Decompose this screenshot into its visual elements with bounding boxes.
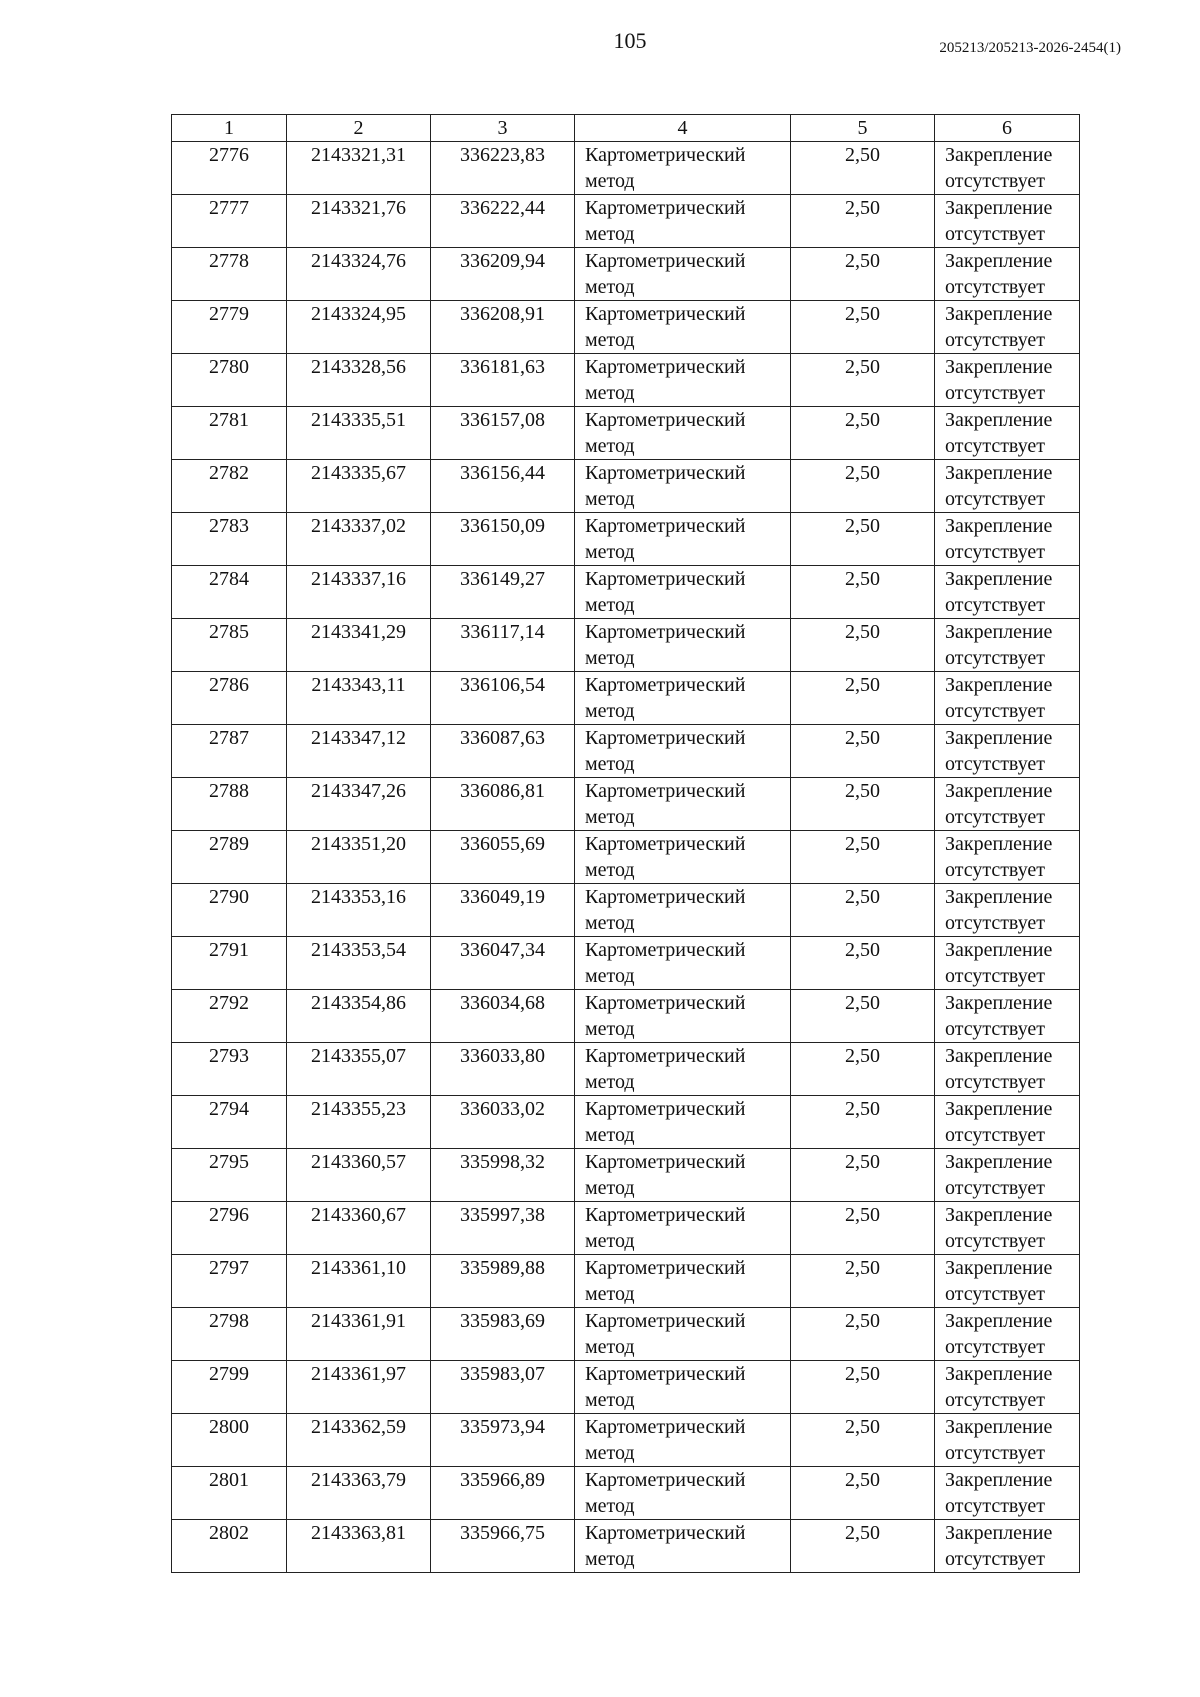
method-cell: Картометрический метод — [575, 1043, 791, 1096]
method-cell: Картометрический метод — [575, 1308, 791, 1361]
point-number-cell: 2781 — [172, 407, 287, 460]
method-cell: Картометрический метод — [575, 1361, 791, 1414]
method-cell: Картометрический метод — [575, 1096, 791, 1149]
accuracy-cell: 2,50 — [791, 301, 935, 354]
point-number-cell: 2782 — [172, 460, 287, 513]
table-row — [172, 1043, 1080, 1096]
y-coordinate-cell: 336034,68 — [431, 990, 575, 1043]
table-row — [172, 1467, 1080, 1520]
table-row — [172, 619, 1080, 672]
accuracy-cell: 2,50 — [791, 1361, 935, 1414]
fixing-cell: Закрепление отсутствует — [935, 248, 1080, 301]
accuracy-cell: 2,50 — [791, 1467, 935, 1520]
table-row — [172, 672, 1080, 725]
y-coordinate-cell: 336117,14 — [431, 619, 575, 672]
point-number-cell: 2793 — [172, 1043, 287, 1096]
method-cell: Картометрический метод — [575, 778, 791, 831]
point-number-cell: 2789 — [172, 831, 287, 884]
y-coordinate-cell: 335966,75 — [431, 1520, 575, 1573]
column-header: 2 — [287, 115, 431, 142]
x-coordinate-cell: 2143335,51 — [287, 407, 431, 460]
x-coordinate-cell: 2143324,95 — [287, 301, 431, 354]
x-coordinate-cell: 2143360,57 — [287, 1149, 431, 1202]
fixing-cell: Закрепление отсутствует — [935, 1467, 1080, 1520]
method-cell: Картометрический метод — [575, 513, 791, 566]
column-header: 3 — [431, 115, 575, 142]
x-coordinate-cell: 2143363,81 — [287, 1520, 431, 1573]
fixing-cell: Закрепление отсутствует — [935, 301, 1080, 354]
y-coordinate-cell: 336222,44 — [431, 195, 575, 248]
x-coordinate-cell: 2143353,16 — [287, 884, 431, 937]
table-row — [172, 937, 1080, 990]
table-body — [172, 142, 1080, 1573]
x-coordinate-cell: 2143337,16 — [287, 566, 431, 619]
method-cell: Картометрический метод — [575, 619, 791, 672]
y-coordinate-cell: 336086,81 — [431, 778, 575, 831]
point-number-cell: 2800 — [172, 1414, 287, 1467]
point-number-cell: 2795 — [172, 1149, 287, 1202]
point-number-cell: 2792 — [172, 990, 287, 1043]
y-coordinate-cell: 336223,83 — [431, 142, 575, 195]
method-cell: Картометрический метод — [575, 1467, 791, 1520]
fixing-cell: Закрепление отсутствует — [935, 354, 1080, 407]
fixing-cell: Закрепление отсутствует — [935, 1096, 1080, 1149]
fixing-cell: Закрепление отсутствует — [935, 937, 1080, 990]
y-coordinate-cell: 335973,94 — [431, 1414, 575, 1467]
table-row — [172, 1414, 1080, 1467]
table-row — [172, 566, 1080, 619]
x-coordinate-cell: 2143335,67 — [287, 460, 431, 513]
table-row — [172, 354, 1080, 407]
method-cell: Картометрический метод — [575, 672, 791, 725]
y-coordinate-cell: 336049,19 — [431, 884, 575, 937]
table-row — [172, 725, 1080, 778]
point-number-cell: 2783 — [172, 513, 287, 566]
x-coordinate-cell: 2143321,31 — [287, 142, 431, 195]
method-cell: Картометрический метод — [575, 248, 791, 301]
fixing-cell: Закрепление отсутствует — [935, 1202, 1080, 1255]
accuracy-cell: 2,50 — [791, 1096, 935, 1149]
table-row — [172, 248, 1080, 301]
x-coordinate-cell: 2143347,26 — [287, 778, 431, 831]
method-cell: Картометрический метод — [575, 831, 791, 884]
fixing-cell: Закрепление отсутствует — [935, 460, 1080, 513]
fixing-cell: Закрепление отсутствует — [935, 142, 1080, 195]
y-coordinate-cell: 336033,80 — [431, 1043, 575, 1096]
x-coordinate-cell: 2143355,23 — [287, 1096, 431, 1149]
x-coordinate-cell: 2143347,12 — [287, 725, 431, 778]
y-coordinate-cell: 335997,38 — [431, 1202, 575, 1255]
point-number-cell: 2787 — [172, 725, 287, 778]
method-cell: Картометрический метод — [575, 1149, 791, 1202]
y-coordinate-cell: 336087,63 — [431, 725, 575, 778]
accuracy-cell: 2,50 — [791, 195, 935, 248]
accuracy-cell: 2,50 — [791, 513, 935, 566]
fixing-cell: Закрепление отсутствует — [935, 619, 1080, 672]
fixing-cell: Закрепление отсутствует — [935, 513, 1080, 566]
x-coordinate-cell: 2143351,20 — [287, 831, 431, 884]
point-number-cell: 2796 — [172, 1202, 287, 1255]
coordinates-table — [171, 114, 1080, 1573]
accuracy-cell: 2,50 — [791, 1043, 935, 1096]
point-number-cell: 2799 — [172, 1361, 287, 1414]
y-coordinate-cell: 336208,91 — [431, 301, 575, 354]
method-cell: Картометрический метод — [575, 301, 791, 354]
y-coordinate-cell: 335966,89 — [431, 1467, 575, 1520]
table-row — [172, 831, 1080, 884]
point-number-cell: 2788 — [172, 778, 287, 831]
table-row — [172, 990, 1080, 1043]
table-row — [172, 513, 1080, 566]
accuracy-cell: 2,50 — [791, 1308, 935, 1361]
accuracy-cell: 2,50 — [791, 725, 935, 778]
table-row — [172, 1096, 1080, 1149]
y-coordinate-cell: 335983,07 — [431, 1361, 575, 1414]
method-cell: Картометрический метод — [575, 1255, 791, 1308]
point-number-cell: 2801 — [172, 1467, 287, 1520]
fixing-cell: Закрепление отсутствует — [935, 778, 1080, 831]
accuracy-cell: 2,50 — [791, 778, 935, 831]
y-coordinate-cell: 336149,27 — [431, 566, 575, 619]
y-coordinate-cell: 335998,32 — [431, 1149, 575, 1202]
fixing-cell: Закрепление отсутствует — [935, 990, 1080, 1043]
fixing-cell: Закрепление отсутствует — [935, 725, 1080, 778]
document-id: 205213/205213-2026-2454(1) — [939, 40, 1121, 56]
table-row — [172, 142, 1080, 195]
column-header: 1 — [172, 115, 287, 142]
x-coordinate-cell: 2143361,91 — [287, 1308, 431, 1361]
method-cell: Картометрический метод — [575, 407, 791, 460]
y-coordinate-cell: 336033,02 — [431, 1096, 575, 1149]
accuracy-cell: 2,50 — [791, 831, 935, 884]
method-cell: Картометрический метод — [575, 566, 791, 619]
table-row — [172, 1308, 1080, 1361]
x-coordinate-cell: 2143341,29 — [287, 619, 431, 672]
point-number-cell: 2784 — [172, 566, 287, 619]
table-row — [172, 778, 1080, 831]
method-cell: Картометрический метод — [575, 460, 791, 513]
x-coordinate-cell: 2143360,67 — [287, 1202, 431, 1255]
x-coordinate-cell: 2143337,02 — [287, 513, 431, 566]
x-coordinate-cell: 2143354,86 — [287, 990, 431, 1043]
x-coordinate-cell: 2143361,97 — [287, 1361, 431, 1414]
method-cell: Картометрический метод — [575, 195, 791, 248]
accuracy-cell: 2,50 — [791, 884, 935, 937]
method-cell: Картометрический метод — [575, 1414, 791, 1467]
column-header: 5 — [791, 115, 935, 142]
method-cell: Картометрический метод — [575, 1520, 791, 1573]
point-number-cell: 2794 — [172, 1096, 287, 1149]
point-number-cell: 2776 — [172, 142, 287, 195]
fixing-cell: Закрепление отсутствует — [935, 884, 1080, 937]
accuracy-cell: 2,50 — [791, 354, 935, 407]
table-row — [172, 195, 1080, 248]
y-coordinate-cell: 336150,09 — [431, 513, 575, 566]
accuracy-cell: 2,50 — [791, 1255, 935, 1308]
accuracy-cell: 2,50 — [791, 990, 935, 1043]
y-coordinate-cell: 336055,69 — [431, 831, 575, 884]
y-coordinate-cell: 336209,94 — [431, 248, 575, 301]
method-cell: Картометрический метод — [575, 937, 791, 990]
accuracy-cell: 2,50 — [791, 1202, 935, 1255]
point-number-cell: 2786 — [172, 672, 287, 725]
table-row — [172, 301, 1080, 354]
accuracy-cell: 2,50 — [791, 566, 935, 619]
accuracy-cell: 2,50 — [791, 619, 935, 672]
method-cell: Картометрический метод — [575, 725, 791, 778]
x-coordinate-cell: 2143324,76 — [287, 248, 431, 301]
fixing-cell: Закрепление отсутствует — [935, 1255, 1080, 1308]
y-coordinate-cell: 336106,54 — [431, 672, 575, 725]
y-coordinate-cell: 335989,88 — [431, 1255, 575, 1308]
table-header-row — [172, 115, 1080, 142]
fixing-cell: Закрепление отсутствует — [935, 1361, 1080, 1414]
method-cell: Картометрический метод — [575, 884, 791, 937]
method-cell: Картометрический метод — [575, 1202, 791, 1255]
table-row — [172, 1202, 1080, 1255]
accuracy-cell: 2,50 — [791, 937, 935, 990]
method-cell: Картометрический метод — [575, 142, 791, 195]
accuracy-cell: 2,50 — [791, 460, 935, 513]
point-number-cell: 2797 — [172, 1255, 287, 1308]
accuracy-cell: 2,50 — [791, 142, 935, 195]
column-header: 4 — [575, 115, 791, 142]
accuracy-cell: 2,50 — [791, 672, 935, 725]
fixing-cell: Закрепление отсутствует — [935, 1308, 1080, 1361]
table-row — [172, 1520, 1080, 1573]
fixing-cell: Закрепление отсутствует — [935, 672, 1080, 725]
x-coordinate-cell: 2143363,79 — [287, 1467, 431, 1520]
table-row — [172, 884, 1080, 937]
x-coordinate-cell: 2143343,11 — [287, 672, 431, 725]
point-number-cell: 2791 — [172, 937, 287, 990]
fixing-cell: Закрепление отсутствует — [935, 831, 1080, 884]
table-row — [172, 407, 1080, 460]
method-cell: Картометрический метод — [575, 990, 791, 1043]
y-coordinate-cell: 336156,44 — [431, 460, 575, 513]
point-number-cell: 2780 — [172, 354, 287, 407]
table-row — [172, 460, 1080, 513]
x-coordinate-cell: 2143353,54 — [287, 937, 431, 990]
fixing-cell: Закрепление отсутствует — [935, 1520, 1080, 1573]
y-coordinate-cell: 336181,63 — [431, 354, 575, 407]
page-number: 105 — [613, 28, 647, 53]
point-number-cell: 2778 — [172, 248, 287, 301]
accuracy-cell: 2,50 — [791, 1520, 935, 1573]
table-row — [172, 1361, 1080, 1414]
x-coordinate-cell: 2143362,59 — [287, 1414, 431, 1467]
x-coordinate-cell: 2143361,10 — [287, 1255, 431, 1308]
table-row — [172, 1255, 1080, 1308]
accuracy-cell: 2,50 — [791, 1149, 935, 1202]
fixing-cell: Закрепление отсутствует — [935, 1043, 1080, 1096]
x-coordinate-cell: 2143328,56 — [287, 354, 431, 407]
fixing-cell: Закрепление отсутствует — [935, 195, 1080, 248]
method-cell: Картометрический метод — [575, 354, 791, 407]
x-coordinate-cell: 2143321,76 — [287, 195, 431, 248]
point-number-cell: 2779 — [172, 301, 287, 354]
accuracy-cell: 2,50 — [791, 1414, 935, 1467]
point-number-cell: 2802 — [172, 1520, 287, 1573]
point-number-cell: 2777 — [172, 195, 287, 248]
column-header: 6 — [935, 115, 1080, 142]
point-number-cell: 2798 — [172, 1308, 287, 1361]
y-coordinate-cell: 336047,34 — [431, 937, 575, 990]
y-coordinate-cell: 335983,69 — [431, 1308, 575, 1361]
fixing-cell: Закрепление отсутствует — [935, 566, 1080, 619]
point-number-cell: 2790 — [172, 884, 287, 937]
y-coordinate-cell: 336157,08 — [431, 407, 575, 460]
accuracy-cell: 2,50 — [791, 407, 935, 460]
fixing-cell: Закрепление отсутствует — [935, 1414, 1080, 1467]
table-row — [172, 1149, 1080, 1202]
x-coordinate-cell: 2143355,07 — [287, 1043, 431, 1096]
point-number-cell: 2785 — [172, 619, 287, 672]
accuracy-cell: 2,50 — [791, 248, 935, 301]
fixing-cell: Закрепление отсутствует — [935, 1149, 1080, 1202]
fixing-cell: Закрепление отсутствует — [935, 407, 1080, 460]
